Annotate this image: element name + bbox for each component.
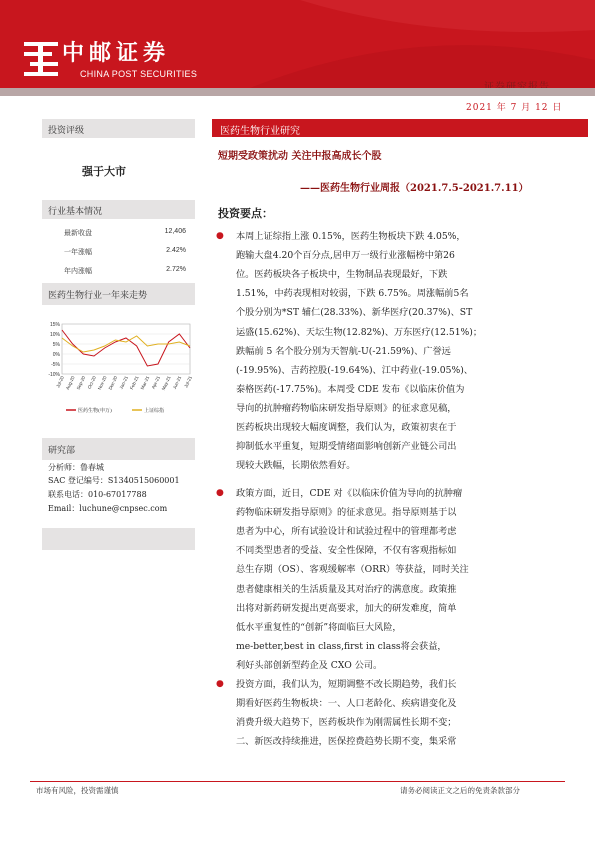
x-tick-label: Jul-21 [183,375,193,389]
paragraph-line: 现较大跌幅，长期依然看好。 [236,460,356,472]
paragraph-line: 导向的抗肿瘤药物临床研发指导原则》的征求意见稿， [236,402,457,414]
paragraph-line: 跌幅前 5 名个股分别为天智航-U(-21.59%)、广誉远 [236,345,451,357]
footer-risk-notice: 市场有风险，投资需谨慎 [36,786,119,795]
x-tick-label: Dec-20 [107,375,119,391]
report-header [0,0,595,96]
paragraph-line: me-better,best in class,first in class将会获益， [236,640,447,652]
x-tick-label: Sep-20 [75,375,87,391]
y-tick-label: 5% [52,342,60,348]
paragraph-line: 运盛(15.62%)、天坛生物(12.82%)、万东医疗(12.51%)； [236,326,483,338]
rating-title: 投资评级 [48,126,85,136]
paragraph-line: (-19.95%)、吉药控股(-19.64%)、江中药业(-19.05%)、 [236,364,473,376]
legend-label: 上证综指 [144,408,165,414]
paragraph-line: 期看好医药生物板块：一、人口老龄化、疾病谱变化及 [236,698,457,710]
x-tick-label: Jun-21 [171,375,183,390]
research-title: 研究部 [48,446,76,456]
paragraph-line: 患者为中心，所有试验设计和试验过程中的管理都考虑 [236,526,457,538]
kv-label-one-year-change: 一年涨幅 [64,248,92,256]
contact-phone: 联系电话：010-67017788 [48,490,147,499]
report-date: 2021 年 7 月 12 日 [466,103,563,113]
paragraph-line: 出将对新药研发提出更高要求，加大的研发难度，简单 [236,602,457,614]
report-title: 短期受政策扰动 关注中报高成长个股 [218,151,382,162]
x-tick-label: Oct-20 [86,375,97,390]
bullet-icon: ● [216,231,224,241]
industry-info-title: 行业基本情况 [48,207,103,217]
paragraph-line: 消费升级大趋势下，医药板块作为刚需属性长期不变； [236,717,457,729]
kv-value-one-year-change: 2.42% [166,247,186,254]
bullet-icon: ● [216,679,224,689]
paragraph-line: 利好头部创新型药企及 CXO 公司。 [236,659,383,671]
x-tick-label: Feb-21 [129,375,140,391]
contact-email: Email：luchune@cnpsec.com [48,504,168,513]
y-tick-label: -5% [51,362,60,368]
analyst-name: 分析师：鲁春城 [48,463,104,472]
x-tick-label: Aug-20 [64,375,76,391]
logo-chinese-name: 中邮证券 [62,40,171,66]
series-line [62,330,190,366]
paragraph-line: 总生存期（OS）、客观缓解率（ORR）等获益，同时关注 [236,564,469,576]
kv-label-ytd-change: 年内涨幅 [64,267,92,275]
trend-chart-title: 医药生物行业一年来走势 [48,291,148,301]
trend-chart [42,318,195,420]
section-bar [212,119,588,137]
legend-label: 医药生物(申万) [78,408,112,414]
plot-area [62,324,190,374]
y-tick-label: 15% [49,322,60,328]
paragraph-line: 跑输大盘4.20个百分点,居申万一级行业涨幅榜中第26 [236,250,455,262]
bullet-icon: ● [216,488,224,498]
x-tick-label: Jan-21 [118,375,129,390]
kv-label-latest-close: 最新收盘 [64,229,92,237]
sac-registration: SAC 登记编号：S1340515060001 [48,476,180,485]
sidebar-empty-bar [42,528,195,550]
y-tick-label: 10% [49,332,60,338]
research-header [42,438,195,460]
report-subtitle: ——医药生物行业周报（2021.7.5-2021.7.11） [300,183,529,194]
paragraph-line: 不同类型患者的受益、安全性保障，不仅有客观指标如 [236,545,457,557]
paragraph-line: 低水平重复性的“创新”将面临巨大风险， [236,621,402,633]
x-tick-label: Jul-20 [55,375,65,389]
key-points-title: 投资要点： [218,207,273,220]
logo-english-name: CHINA POST SECURITIES [80,69,198,79]
paragraph-line: 抑制低水平重复，短期受情绪面影响创新产业链公司出 [236,441,457,453]
paragraph-line: 药物临床研发指导原则》的征求意见。指导原则基于以 [236,507,457,519]
x-tick-label: May-21 [160,375,172,392]
paragraph-line: 投资方面，我们认为，短期调整不改长期趋势，我们长 [236,679,457,690]
industry-info-header [42,200,195,219]
paragraph-line: 个股分别为*ST 辅仁(28.33%)、新华医疗(20.37%)、ST [236,307,473,319]
y-tick-label: 0% [52,352,60,358]
paragraph-line: 1.51%，中药表现相对较弱，下跌 6.75%。周涨幅前5名 [236,288,469,300]
header-strip [0,88,595,96]
paragraph-line: 位。医药板块各子板块中，生物制品表现最好，下跌 [236,269,448,281]
x-tick-label: Apr-21 [150,375,161,390]
kv-value-latest-close: 12,406 [164,228,186,235]
paragraph-line: 患者健康相关的生活质量及其对治疗的满意度。政策推 [236,583,457,595]
china-post-logo-icon [22,38,60,80]
footer-divider [30,781,565,782]
kv-value-ytd-change: 2.72% [166,266,186,273]
section-title: 医药生物行业研究 [220,126,300,137]
trend-chart-header [42,283,195,305]
paragraph-line: 医药板块出现较大幅度调整，我们认为，政策初衷在于 [236,422,457,433]
rating-value: 强于大市 [82,165,126,178]
x-tick-label: Nov-20 [96,375,108,391]
x-tick-label: Mar-21 [139,375,151,391]
y-tick-label: -10% [48,372,60,378]
paragraph-line: 二、新医改持续推进，医保控费趋势长期不变，集采常 [236,736,457,748]
paragraph-line: 政策方面，近日，CDE 对《以临床价值为导向的抗肿瘤 [236,488,463,499]
footer-disclaimer: 请务必阅读正文之后的免责条款部分 [400,786,520,795]
rating-header [42,119,195,138]
paragraph-line: 泰格医药(-17.75%)。本周受 CDE 发布《以临床价值为 [236,383,465,395]
paragraph-line: 本周上证综指上涨 0.15%，医药生物板块下跌 4.05%， [236,231,466,242]
